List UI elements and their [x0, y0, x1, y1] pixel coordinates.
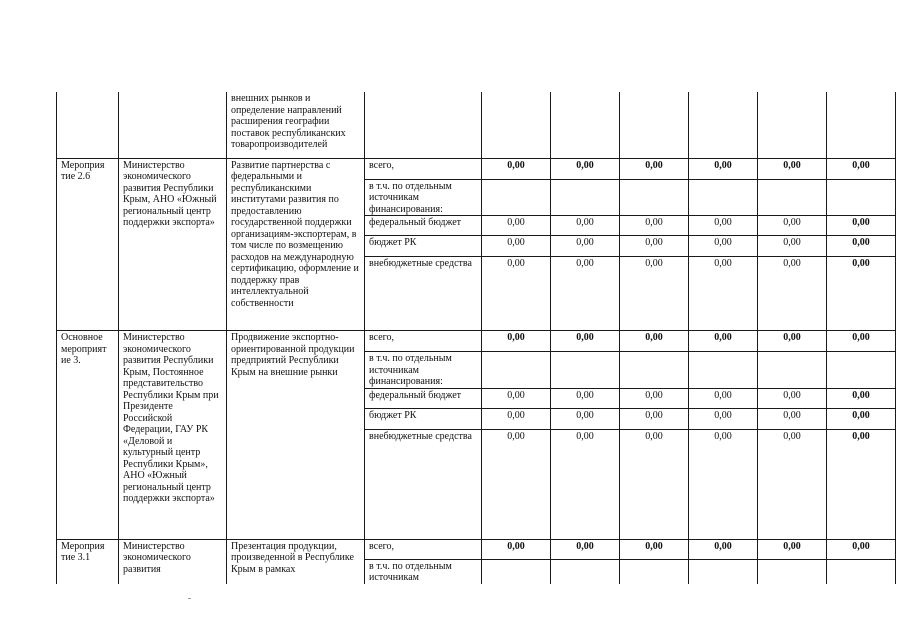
amount-cell: 0,00	[482, 408, 551, 429]
funding-source-cell: всего,	[365, 539, 482, 559]
amount-cell: 0,00	[551, 331, 620, 352]
amount-cell: 0,00	[689, 236, 758, 257]
amount-cell	[482, 559, 551, 584]
amount-cell: 0,00	[827, 388, 896, 408]
amount-cell: 0,00	[620, 429, 689, 539]
amount-cell	[827, 179, 896, 216]
amount-cell: 0,00	[620, 158, 689, 179]
amount-cell: 0,00	[827, 236, 896, 257]
amount-cell	[482, 352, 551, 389]
amount-cell: 0,00	[758, 158, 827, 179]
amount-cell: 0,00	[689, 331, 758, 352]
amount-cell: 0,00	[758, 539, 827, 559]
amount-cell: 0,00	[482, 216, 551, 236]
amount-cell: 0,00	[827, 408, 896, 429]
amount-cell: 0,00	[620, 539, 689, 559]
executor-cell	[119, 92, 227, 158]
amount-cell: 0,00	[482, 388, 551, 408]
amount-cell: 0,00	[758, 429, 827, 539]
amount-cell	[689, 559, 758, 584]
amount-cell	[827, 352, 896, 389]
budget-table	[56, 92, 896, 584]
amount-cell: 0,00	[620, 236, 689, 257]
amount-cell: 0,00	[758, 388, 827, 408]
executor-cell: Министерство экономического развития	[119, 539, 227, 584]
amount-cell: 0,00	[689, 158, 758, 179]
amount-cell: 0,00	[827, 158, 896, 179]
funding-source-cell: внебюджетные средства	[365, 429, 482, 539]
funding-source-cell: всего,	[365, 158, 482, 179]
amount-cell: 0,00	[758, 216, 827, 236]
amount-cell: 0,00	[551, 257, 620, 331]
amount-cell	[689, 92, 758, 158]
amount-cell	[482, 92, 551, 158]
executor-cell: Министерство экономического развития Республики Крым, Постоянное представительство Республики Крым при Президенте Российской Федерации, ГАУ РК «Деловой и культурный центр Республики Крым», АНО «Южный региональный центр поддержки экспорта»	[119, 331, 227, 540]
amount-cell	[551, 179, 620, 216]
activity-name-cell: внешних рынков и определение направлений расширения географии поставок республиканских товаропроизводителей	[227, 92, 365, 158]
amount-cell	[827, 559, 896, 584]
table-row	[57, 92, 896, 158]
amount-cell: 0,00	[482, 429, 551, 539]
amount-cell: 0,00	[689, 257, 758, 331]
amount-cell: 0,00	[827, 429, 896, 539]
funding-source-cell: всего,	[365, 331, 482, 352]
amount-cell: 0,00	[689, 408, 758, 429]
amount-cell: 0,00	[827, 216, 896, 236]
amount-cell: 0,00	[827, 331, 896, 352]
code-cell	[57, 92, 119, 158]
funding-source-cell: в т.ч. по отдельным источникам	[365, 559, 482, 584]
amount-cell	[689, 179, 758, 216]
code-cell: Мероприя тие 2.6	[57, 158, 119, 331]
amount-cell: 0,00	[551, 216, 620, 236]
amount-cell	[758, 559, 827, 584]
funding-source-cell: в т.ч. по отдельным источникам финансирования:	[365, 352, 482, 389]
amount-cell	[482, 179, 551, 216]
activity-name-cell: Продвижение экспортно-ориентированной продукции предприятий Республики Крым на внешние рынки	[227, 331, 365, 540]
amount-cell: 0,00	[620, 331, 689, 352]
funding-source-cell: федеральный бюджет	[365, 216, 482, 236]
amount-cell: 0,00	[758, 236, 827, 257]
amount-cell: 0,00	[551, 408, 620, 429]
amount-cell: 0,00	[620, 216, 689, 236]
amount-cell	[551, 92, 620, 158]
amount-cell: 0,00	[620, 257, 689, 331]
amount-cell: 0,00	[482, 236, 551, 257]
amount-cell	[620, 179, 689, 216]
amount-cell	[758, 352, 827, 389]
amount-cell	[758, 92, 827, 158]
amount-cell: 0,00	[689, 216, 758, 236]
amount-cell	[620, 352, 689, 389]
table-row	[57, 331, 896, 352]
amount-cell: 0,00	[758, 408, 827, 429]
code-cell: Основное мероприят ие 3.	[57, 331, 119, 540]
amount-cell: 0,00	[551, 158, 620, 179]
amount-cell: 0,00	[689, 539, 758, 559]
amount-cell	[551, 352, 620, 389]
amount-cell: 0,00	[758, 331, 827, 352]
funding-source-cell	[365, 92, 482, 158]
funding-source-cell: бюджет РК	[365, 408, 482, 429]
amount-cell	[620, 559, 689, 584]
amount-cell: 0,00	[482, 539, 551, 559]
amount-cell: 0,00	[551, 388, 620, 408]
amount-cell: 0,00	[482, 331, 551, 352]
amount-cell: 0,00	[620, 408, 689, 429]
funding-source-cell: внебюджетные средства	[365, 257, 482, 331]
amount-cell: 0,00	[689, 388, 758, 408]
stray-mark	[188, 598, 191, 599]
amount-cell: 0,00	[689, 429, 758, 539]
amount-cell: 0,00	[620, 388, 689, 408]
activity-name-cell: Развитие партнерства с федеральными и республиканскими институтами развития по предоставлению государственной поддержки организациям-экспортерам, в том числе по возмещению расходов на международную сертификацию, оформление и поддержку прав интеллектуальной собственности	[227, 158, 365, 331]
funding-source-cell: в т.ч. по отдельным источникам финансирования:	[365, 179, 482, 216]
amount-cell: 0,00	[551, 539, 620, 559]
amount-cell	[689, 352, 758, 389]
amount-cell: 0,00	[827, 539, 896, 559]
funding-source-cell: федеральный бюджет	[365, 388, 482, 408]
amount-cell: 0,00	[482, 158, 551, 179]
table-row	[57, 539, 896, 559]
activity-name-cell: Презентация продукции, произведенной в Республике Крым в рамках	[227, 539, 365, 584]
funding-source-cell: бюджет РК	[365, 236, 482, 257]
amount-cell: 0,00	[758, 257, 827, 331]
amount-cell: 0,00	[482, 257, 551, 331]
amount-cell	[620, 92, 689, 158]
amount-cell	[827, 92, 896, 158]
amount-cell	[551, 559, 620, 584]
executor-cell: Министерство экономического развития Республики Крым, АНО «Южный региональный центр поддержки экспорта»	[119, 158, 227, 331]
table-row	[57, 158, 896, 179]
amount-cell: 0,00	[551, 236, 620, 257]
amount-cell	[758, 179, 827, 216]
amount-cell: 0,00	[827, 257, 896, 331]
code-cell: Мероприя тие 3.1	[57, 539, 119, 584]
amount-cell: 0,00	[551, 429, 620, 539]
